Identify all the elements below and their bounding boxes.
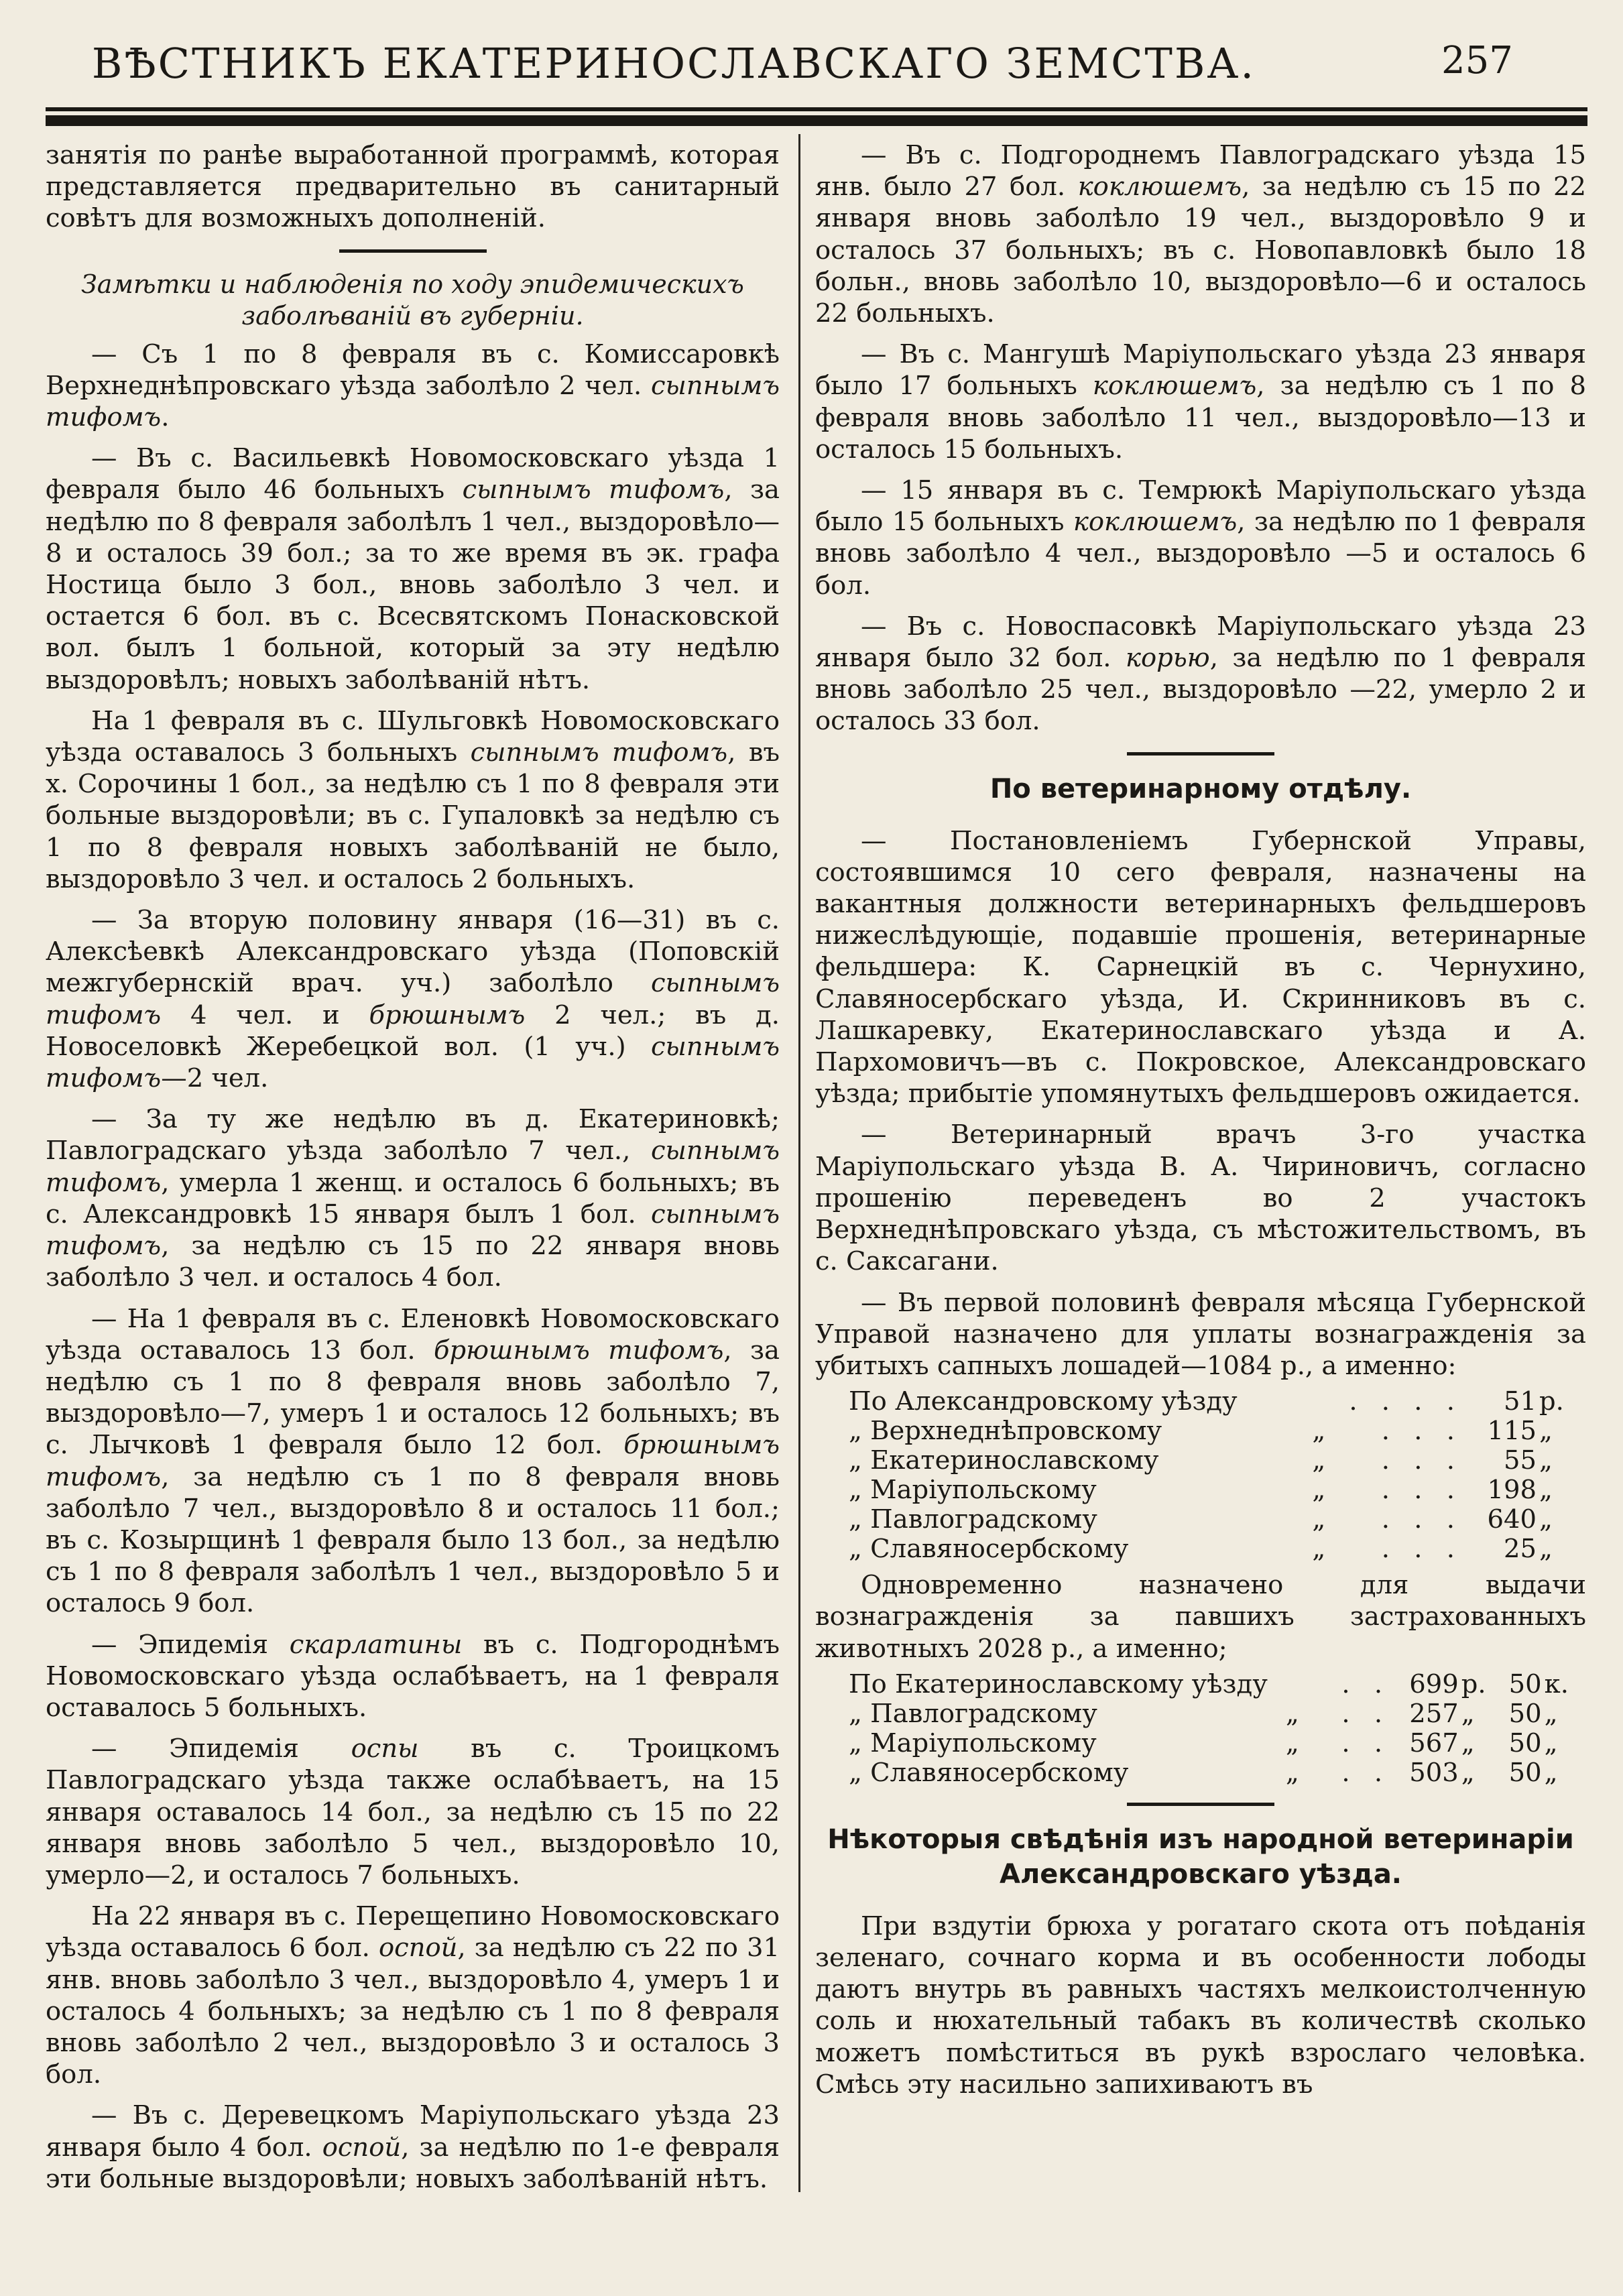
amount: 115	[1487, 1416, 1537, 1447]
currency: „	[1461, 1757, 1475, 1788]
text: — Эпидемія	[91, 1629, 290, 1660]
district-label: „ Славяносербскому	[849, 1534, 1129, 1565]
ditto-mark: „	[1312, 1475, 1326, 1506]
disease-name: сыпнымъ тифомъ	[46, 1031, 780, 1094]
header-rule-thick	[46, 115, 1587, 126]
disease-name: сыпнымъ тифомъ	[46, 1199, 780, 1262]
paragraph	[815, 611, 1586, 737]
amount: 198	[1487, 1475, 1537, 1506]
paragraph	[815, 139, 1586, 329]
text: — Эпидемія	[91, 1734, 351, 1764]
page-number: 257	[1441, 39, 1513, 82]
paragraph	[46, 904, 780, 1094]
unit: „	[1539, 1416, 1553, 1447]
disease-name: коклюшемъ	[1073, 507, 1238, 538]
disease-name: сыпнымъ тифомъ	[462, 475, 725, 505]
unit: „	[1544, 1698, 1558, 1729]
paragraph	[46, 1900, 780, 2090]
amount: 257	[1409, 1698, 1459, 1729]
kopecks: 50	[1508, 1669, 1542, 1699]
leader-dots: . . .	[1381, 1504, 1463, 1535]
kopecks: 50	[1508, 1728, 1542, 1758]
table-row	[815, 1729, 1586, 1758]
paragraph	[46, 1103, 780, 1293]
text: На 22 января въ с. Перещепино Новомосковскаго уѣзда оставалось 6 бол.	[46, 1901, 780, 1963]
district-label: „ Славяносербскому	[849, 1757, 1129, 1788]
district-label: „ Маріупольскому	[849, 1475, 1097, 1506]
currency: „	[1461, 1728, 1475, 1758]
amount: 25	[1504, 1534, 1537, 1565]
unit: „	[1539, 1475, 1553, 1506]
unit: „	[1539, 1504, 1553, 1535]
disease-name: брюшнымъ тифомъ	[433, 1335, 724, 1366]
table-row	[815, 1534, 1586, 1564]
text: 2 чел.; въ д. Новоселовкѣ Жеребецкой вол. (1 уч.)	[46, 1000, 780, 1062]
left-column	[46, 139, 780, 2204]
text: .	[161, 402, 170, 433]
paragraph	[46, 705, 780, 895]
text: , за недѣлю по 1 февраля вновь заболѣло 25 чел., выздоровѣло —22, умерло 2 и осталось 33 бол.	[815, 643, 1586, 737]
paragraph	[815, 475, 1586, 601]
disease-name: брюшнымъ тифомъ	[46, 1430, 780, 1492]
leader-dots: . . .	[1381, 1445, 1463, 1476]
text: —2 чел.	[161, 1063, 269, 1094]
text: , за недѣлю съ 22 по 31 янв. вновь заболѣло 3 чел., выздоровѣло 4, умеръ 1 и осталось 4 больныхъ; за недѣлю съ 1 по 8 февраля вновь заболѣло 2 чел., выздоровѣло 3 и осталось 3 бол.	[46, 1933, 780, 2090]
disease-name: сыпнымъ тифомъ	[46, 1136, 780, 1198]
leader-dots: . .	[1341, 1728, 1391, 1758]
paragraph	[46, 442, 780, 696]
paragraph	[46, 1629, 780, 1724]
district-label: „ Екатеринославскому	[849, 1445, 1159, 1476]
table-row	[815, 1387, 1586, 1416]
text: — Въ с. Деревецкомъ Маріупольскаго уѣзда 23 января было 4 бол.	[46, 2100, 780, 2163]
paragraph: Одновременно назначено для выдачи вознагражденія за павшихъ застрахованныхъ животныхъ 2028 р., а именно;	[815, 1570, 1586, 1664]
amount: 699	[1409, 1669, 1459, 1699]
paragraph	[46, 2100, 780, 2195]
text: На 1 февраля въ с. Шульговкѣ Новомосковскаго уѣзда оставалось 3 больныхъ	[46, 705, 780, 768]
paragraph: При вздутіи брюха у рогатаго скота отъ поѣданія зеленаго, сочнаго корма и въ особенности лободы даютъ внутрь въ равныхъ частяхъ мелкоистолченную соль и нюхательный табакъ въ количествѣ сколько можетъ помѣститься въ рукѣ взрослаго человѣка. Смѣсь эту насильно запихиваютъ въ	[815, 1911, 1586, 2100]
text: , за недѣлю съ 15 по 22 января вновь заболѣло 3 чел. и осталось 4 бол.	[46, 1231, 780, 1293]
unit: „	[1544, 1728, 1558, 1758]
leader-dots: . .	[1341, 1757, 1391, 1788]
table-row	[815, 1416, 1586, 1446]
amount: 640	[1487, 1504, 1537, 1535]
disease-name: оспы	[351, 1734, 419, 1764]
ditto-mark: „	[1285, 1698, 1299, 1729]
unit: „	[1544, 1757, 1558, 1788]
unit: „	[1539, 1534, 1553, 1565]
text: — Въ с. Мангушѣ Маріупольскаго уѣзда 23 января было 17 больныхъ	[815, 339, 1586, 402]
disease-name: оспой	[378, 1933, 458, 1963]
ditto-mark	[1268, 1670, 1317, 1699]
text: — Въ с. Подгороднемъ Павлоградскаго уѣзда 15 янв. было 27 бол.	[815, 140, 1586, 202]
ditto-mark: „	[1312, 1504, 1326, 1535]
district-label: По Александровскому уѣзду	[849, 1386, 1238, 1417]
disease-name: скарлатины	[289, 1629, 463, 1660]
disease-name: оспой	[322, 2132, 402, 2163]
disease-name: сыпнымъ тифомъ	[470, 737, 728, 768]
disease-name: сыпнымъ тифомъ	[46, 370, 780, 433]
text: — Въ с. Новоспасовкѣ Маріупольскаго уѣзда 23 января было 32 бол.	[815, 611, 1586, 674]
district-label: „ Маріупольскому	[849, 1728, 1097, 1758]
amount: 503	[1409, 1757, 1459, 1788]
disease-name: брюшнымъ	[369, 1000, 526, 1030]
kopecks: 50	[1508, 1698, 1542, 1729]
text: — За ту же недѣлю въ д. Екатериновкѣ; Павлоградскаго уѣзда заболѣло 7 чел.,	[46, 1104, 780, 1166]
currency: р.	[1461, 1669, 1486, 1699]
unit: р.	[1539, 1386, 1564, 1417]
district-label: „ Павлоградскому	[849, 1504, 1097, 1535]
paragraph: — Постановленіемъ Губернской Управы, состоявшимся 10 сего февраля, назначены на вакантныя должности ветеринарныхъ фельдшеровъ нижеслѣдующіе, подавшіе прошенія, ветеринарные фельдшера: К. Сарнецкій въ с. Чернухино, Славяносербскаго уѣзда, И. Скринниковъ въ с. Лашкаревку, Екатеринославскаго уѣзда и А. Пархомовичъ—въ с. Покровское, Александровскаго уѣзда; прибытіе упомянутыхъ фельдшеровъ ожидается.	[815, 825, 1586, 1109]
paragraph: — Ветеринарный врачъ 3-го участка Маріупольскаго уѣзда В. А. Чириновичъ, согласно прошенію переведенъ во 2 участокъ Верхнеднѣпровскаго уѣзда, съ мѣстожительствомъ, въ с. Саксагани.	[815, 1120, 1586, 1277]
amount: 51	[1504, 1386, 1537, 1417]
text: , умерла 1 женщ. и осталось 6 больныхъ; въ с. Александровкѣ 15 января былъ 1 бол.	[46, 1167, 780, 1229]
paragraph	[46, 339, 780, 434]
district-label: „ Верхнеднѣпровскому	[849, 1416, 1162, 1447]
section-rule	[1127, 1803, 1274, 1806]
paragraph: — Въ первой половинѣ февраля мѣсяца Губернской Управой назначено для уплаты вознагражденія за убитыхъ сапныхъ лошадей—1084 р., а именно:	[815, 1287, 1586, 1381]
text: , за недѣлю съ 1 по 8 февраля вновь заболѣло 7, выздоровѣло—7, умеръ 1 и осталось 12 больныхъ; въ с. Лычковѣ 1 февраля было 12 бол.	[46, 1335, 780, 1461]
unit: „	[1539, 1445, 1553, 1476]
disease-name: корью	[1126, 643, 1210, 674]
heading-line: Александровскаго уѣзда.	[1000, 1858, 1402, 1890]
paragraph	[46, 1303, 780, 1620]
heading-line: Нѣкоторыя свѣдѣнія изъ народной ветеринаріи	[827, 1823, 1574, 1855]
district-label: По Екатеринославскому уѣзду	[849, 1669, 1268, 1699]
table-row	[815, 1699, 1586, 1729]
table-row	[815, 1475, 1586, 1505]
right-column	[815, 139, 1586, 2110]
table-row	[815, 1446, 1586, 1475]
veterinary-section-heading: По ветеринарному отдѣлу.	[989, 773, 1412, 804]
amount: 55	[1504, 1445, 1537, 1476]
leader-dots: . . .	[1381, 1416, 1463, 1447]
text: , за недѣлю по 1 февраля вновь заболѣло 4 чел., выздоровѣло —5 и осталось 6 бол.	[815, 507, 1586, 601]
district-label: „ Павлоградскому	[849, 1698, 1097, 1729]
text: — Съ 1 по 8 февраля въ с. Комиссаровкѣ Верхнеднѣпровскаго уѣзда заболѣло 2 чел.	[46, 339, 780, 401]
epidemic-notes-heading: Замѣтки и наблюденія по ходу эпидемическихъ заболѣваній въ губерніи.	[81, 269, 744, 330]
paragraph	[815, 339, 1586, 465]
text: — 15 января въ с. Темрюкѣ Маріупольскаго уѣзда было 15 больныхъ	[815, 475, 1586, 538]
disease-name: сыпнымъ тифомъ	[46, 968, 780, 1030]
payment-table-insured	[815, 1670, 1586, 1788]
section-rule	[339, 249, 487, 253]
section-rule	[1127, 752, 1274, 756]
running-title: ВѢСТНИКЪ ЕКАТЕРИНОСЛАВСКАГО ЗЕМСТВА.	[91, 39, 1256, 88]
text: , въ х. Сорочины 1 бол., за недѣлю съ 1 по 8 февраля эти больные выздоровѣли; въ с. Гупаловкѣ за недѣлю съ 1 по 8 февраля новыхъ заболѣваній не было, выздоровѣло 3 чел. и осталось 2 больныхъ.	[46, 737, 780, 894]
text: , за недѣлю съ 15 по 22 января вновь заболѣло 19 чел., выздоровѣло 9 и осталось 37 больныхъ; въ с. Новопавловкѣ было 18 больн., вновь заболѣло 10, выздоровѣло—6 и осталось 22 больныхъ.	[815, 172, 1586, 329]
ditto-mark: „	[1312, 1445, 1326, 1476]
leader-dots: . .	[1341, 1698, 1391, 1729]
unit: к.	[1544, 1669, 1569, 1699]
leader-dots: . . .	[1381, 1475, 1463, 1506]
text: , за недѣлю по 1-е февраля эти больные выздоровѣли; новыхъ заболѣваній нѣтъ.	[46, 2132, 780, 2194]
text: — На 1 февраля въ с. Еленовкѣ Новомосковскаго уѣзда оставалось 13 бол.	[46, 1303, 780, 1366]
leader-dots: . . . .	[1349, 1386, 1463, 1417]
leader-dots: . . .	[1381, 1534, 1463, 1565]
text: — За вторую половину января (16—31) въ с. Алексѣевкѣ Александровскаго уѣзда (Поповскій межгубернскій врач. уч.) заболѣло	[46, 905, 780, 999]
disease-name: коклюшемъ	[1077, 172, 1242, 202]
payment-table-glanders	[815, 1387, 1586, 1564]
amount: 567	[1409, 1728, 1459, 1758]
disease-name: коклюшемъ	[1092, 371, 1257, 402]
ditto-mark: „	[1312, 1416, 1326, 1447]
text: , за недѣлю съ 1 по 8 февраля вновь заболѣло 11 чел., выздоровѣло—13 и осталось 15 больныхъ.	[815, 371, 1586, 465]
ditto-mark: „	[1285, 1757, 1299, 1788]
text: — Въ с. Васильевкѣ Новомосковскаго уѣзда 1 февраля было 46 больныхъ	[46, 443, 780, 505]
paragraph-continuation: занятія по ранѣе выработанной программѣ, которая представляется предварительно въ санитарный совѣтъ для возможныхъ дополненій.	[46, 140, 780, 234]
ditto-mark: „	[1285, 1728, 1299, 1758]
paragraph	[46, 1733, 780, 1891]
ditto-mark	[1288, 1387, 1349, 1416]
text: 4 чел. и	[161, 1000, 369, 1030]
text: въ с. Подгороднѣмъ Новомосковскаго уѣзда ослабѣваетъ, на 1 февраля оставалось 5 больныхъ.	[46, 1629, 780, 1723]
text: , за недѣлю по 8 февраля заболѣлъ 1 чел., выздоровѣло—8 и осталось 39 бол.; за то же время въ эк. графа Ностица было 3 бол., вновь заболѣло 3 чел. и остается 6 бол. въ с. Всесвятскомъ Понасковской вол. былъ 1 больной, который за эту недѣлю выздоровѣлъ; новыхъ заболѣваній нѣтъ.	[46, 475, 780, 695]
text: въ с. Троицкомъ Павлоградскаго уѣзда также ослабѣваетъ, на 15 января оставалось 14 бол., за недѣлю съ 15 по 22 января вновь заболѣло 5 чел., выздоровѣло 10, умерло—2, и осталось 7 больныхъ.	[46, 1734, 780, 1890]
currency: „	[1461, 1698, 1475, 1729]
leader-dots: . .	[1341, 1669, 1391, 1699]
folk-veterinary-heading	[815, 1822, 1586, 1892]
header-rule-thin	[46, 107, 1587, 111]
table-row	[815, 1758, 1586, 1788]
ditto-mark: „	[1312, 1534, 1326, 1565]
text: , за недѣлю съ 1 по 8 февраля вновь заболѣло 7 чел., выздоровѣло 8 и осталось 11 бол.; въ с. Козырщинѣ 1 февраля было 13 бол., за недѣлю съ 1 по 8 февраля заболѣлъ 1 чел., выздоровѣло 5 и осталось 9 бол.	[46, 1461, 780, 1619]
kopecks: 50	[1508, 1757, 1542, 1788]
column-divider	[798, 134, 800, 2192]
table-row	[815, 1505, 1586, 1534]
table-row	[815, 1670, 1586, 1699]
